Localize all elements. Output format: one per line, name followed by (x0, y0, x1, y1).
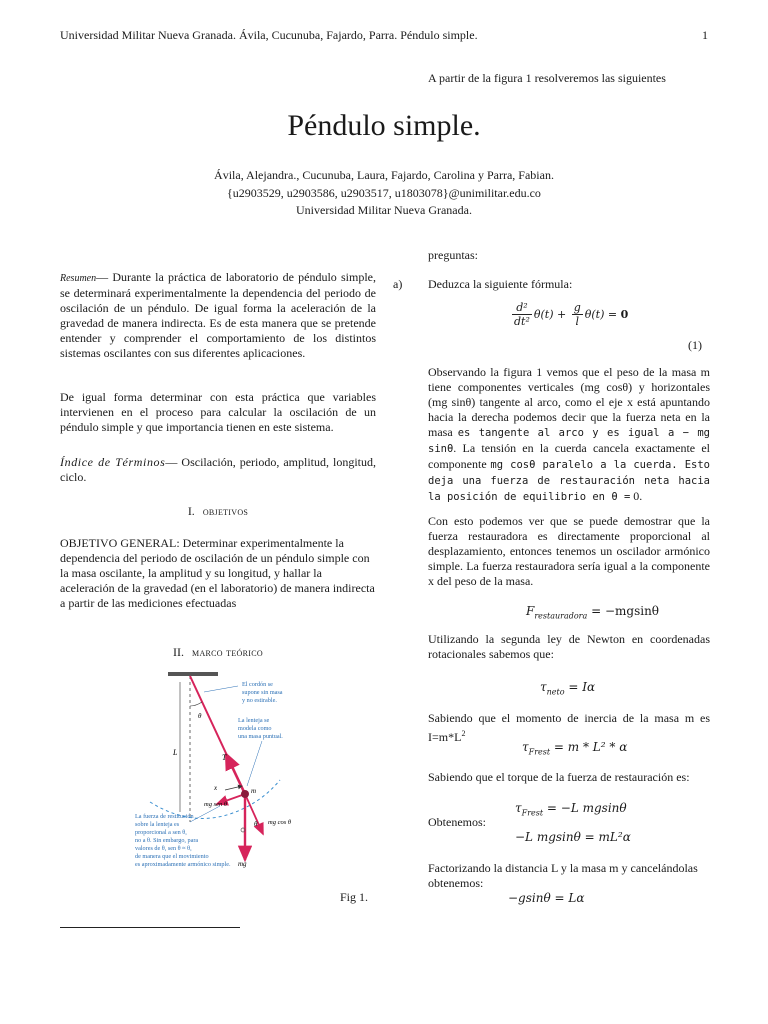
equation-1-number: (1) (688, 338, 702, 352)
svg-text:supone sin masa: supone sin masa (242, 689, 283, 696)
label-L: L (173, 748, 178, 757)
tension-arrow (226, 754, 245, 794)
footnote-rule (60, 927, 240, 928)
index-terms-label: Índice de Términos (60, 455, 166, 469)
label-mg-sen: mg sen θ (204, 801, 228, 808)
paragraph-factorizando: Factorizando la distancia L y la masa m y cancelándolas obtenemos: (428, 861, 698, 890)
x-arrow (225, 786, 242, 790)
label-mg-cos: mg cos θ (268, 819, 292, 826)
obtenemos-text: Obtenemos: (428, 815, 486, 829)
section-heading-marco: II. marco teórico (173, 645, 263, 659)
label-T: T (222, 753, 227, 762)
running-header: Universidad Militar Nueva Granada. Ávila, Cucunuba, Fajardo, Parra. Péndulo simple. (60, 28, 478, 42)
paragraph-inercia: Sabiendo que el momento de inercia de la masa m es $I=m*L^2$ (428, 711, 710, 744)
svg-text:La fuerza de restitución: La fuerza de restitución (135, 813, 194, 820)
svg-text:proporcional a sen θ,: proporcional a sen θ, (135, 829, 187, 836)
abstract-text-2: De igual forma determinar con esta práctica que variables intervienen en el proceso para calcular la oscilación de un péndulo simple y que importancia tienen en este sistema. (60, 390, 376, 434)
svg-text:El cordón se: El cordón se (242, 681, 273, 688)
equation-tau-neto: $\tau_{neto} = I\alpha$ (540, 680, 596, 697)
abstract-text: Durante la práctica de laboratorio de péndulo simple, se determinará experimentalmente la dependencia del periodo de oscilación de un péndulo. De igual forma la aceleración de la gravedad de manera indirecta. Es de esta manera que se pretende entender y comprender el comportamiento de los distintos sistemas oscilantes con sus diferentes aplicaciones. (60, 270, 376, 360)
abstract-label: Resumen (60, 273, 97, 284)
svg-text:modela como: modela como (238, 725, 272, 732)
paper-title: Péndulo simple. (287, 109, 481, 142)
equation-last-1: −L mgsinθ = mL²α (515, 830, 631, 844)
item-a-marker: a) (393, 277, 403, 291)
author-affiliation: Universidad Militar Nueva Granada. (296, 203, 472, 217)
pendulum-bob (241, 790, 249, 798)
svg-text:valores de θ, sen θ ≈ θ,: valores de θ, sen θ ≈ θ, (135, 845, 192, 852)
intro-right-text: A partir de la figura 1 resolveremos las siguientes (428, 71, 666, 85)
item-a-text: Deduzca la siguiente fórmula: (428, 277, 573, 291)
svg-text:es aproximadamente armónico si: es aproximadamente armónico simple. (135, 861, 231, 868)
mg-cos-arrow (245, 794, 263, 834)
figure-caption: Fig 1. (340, 890, 369, 904)
author-names: Ávila, Alejandra., Cucunuba, Laura, Fajardo, Carolina y Parra, Fabian. (214, 168, 554, 182)
equation-last-2: −gsinθ = Lα (508, 891, 585, 905)
svg-text:de manera que el movimiento: de manera que el movimiento (135, 853, 209, 860)
paragraph-torque: Sabiendo que el torque de la fuerza de restauración es: (428, 770, 690, 784)
pendulum-figure (130, 672, 330, 890)
equation-1: $\frac{\text{d²}}{\text{dt²}}$ θ(t) + $\frac{g}{l}$ θ(t) = 0 (514, 301, 629, 328)
abstract: Resumen— Durante la práctica de laboratorio de péndulo simple, se determinará experimentalmente la dependencia del periodo de oscilación de un péndulo. De igual forma la aceleración de la gravedad de manera indirecta. Es de esta manera que se pretende entender y comprender el comportamiento de los distintos sistemas oscilantes con sus diferentes aplicaciones. (60, 270, 376, 360)
svg-text:una masa puntual.: una masa puntual. (238, 733, 283, 740)
paragraph-newton: Utilizando la segunda ley de Newton en coordenadas rotacionales sabemos que: (428, 632, 710, 661)
section-heading-objetivos: I. objetivos (187, 504, 249, 518)
label-m: m (251, 787, 257, 795)
label-x: x (214, 784, 218, 792)
note-cord (242, 681, 283, 704)
label-theta: θ (198, 712, 202, 720)
ceiling-support (168, 672, 218, 676)
label-theta-2: θ (254, 820, 258, 828)
author-emails: {u2903529, u2903586, u2903517, u1803078}@unimilitar.edu.co (227, 186, 541, 200)
page-number: 1 (702, 28, 708, 42)
index-terms-text: Oscilación, periodo, amplitud, longitud, ciclo. (60, 455, 376, 484)
note-force (135, 813, 231, 868)
svg-text:sobre la lenteja es: sobre la lenteja es (135, 821, 180, 828)
objective-text: OBJETIVO GENERAL: Determinar experimentalmente la dependencia del periodo de oscilación de un péndulo simple con la masa oscilante, la amplitud y su longitud, y hallar la aceleración de la gravedad (en el laboratorio) de manera indirecta a partir de las mediciones efectuadas (60, 536, 375, 610)
equation-tau-frest-1: $\tau_{Frest} = m * L^2 * \alpha$ (522, 740, 628, 757)
index-terms: Índice de Términos— Oscilación, periodo, amplitud, longitud, ciclo. (60, 455, 376, 484)
svg-text:La lenteja se: La lenteja se (238, 717, 270, 724)
label-mg: mg (238, 860, 247, 868)
svg-text:y no estirable.: y no estirable. (242, 697, 277, 704)
paragraph-restauradora: Con esto podemos ver que se puede demostrar que la fuerza restauradora es directamente proporcional al desplazamiento, entonces tenemos un oscilador armónico simple. La fuerza restauradora sería igual a la componente x del peso de la masa. (428, 514, 710, 588)
note-bob (238, 717, 283, 740)
equation-tau-frest-2: $\tau_{Frest} = -L$ mgsinθ (515, 801, 627, 818)
theta-arc (190, 702, 202, 706)
paragraph-observando: Observando la figura 1 vemos que el peso de la masa m tiene componentes verticales (mg cosθ) y horizontales (mg sinθ) tangente al arco, como el eje x está apuntando hacia la derecha podemos decir que la fuerza neta en la masa es tangente al arco y es igual a − mg sinθ. La tensión en la cuerda cancela exactamente el componente mg cosθ paralelo a la cuerda. Esto deja una fuerza de restauración neta hacia la posición de equilibrio en θ = 0. (428, 365, 710, 503)
svg-text:no a θ. Sin embargo, para: no a θ. Sin embargo, para (135, 837, 199, 844)
preguntas-text: preguntas: (428, 248, 478, 262)
equation-frest: $F_{restauradora} = -mgsin\theta$ (526, 604, 660, 621)
